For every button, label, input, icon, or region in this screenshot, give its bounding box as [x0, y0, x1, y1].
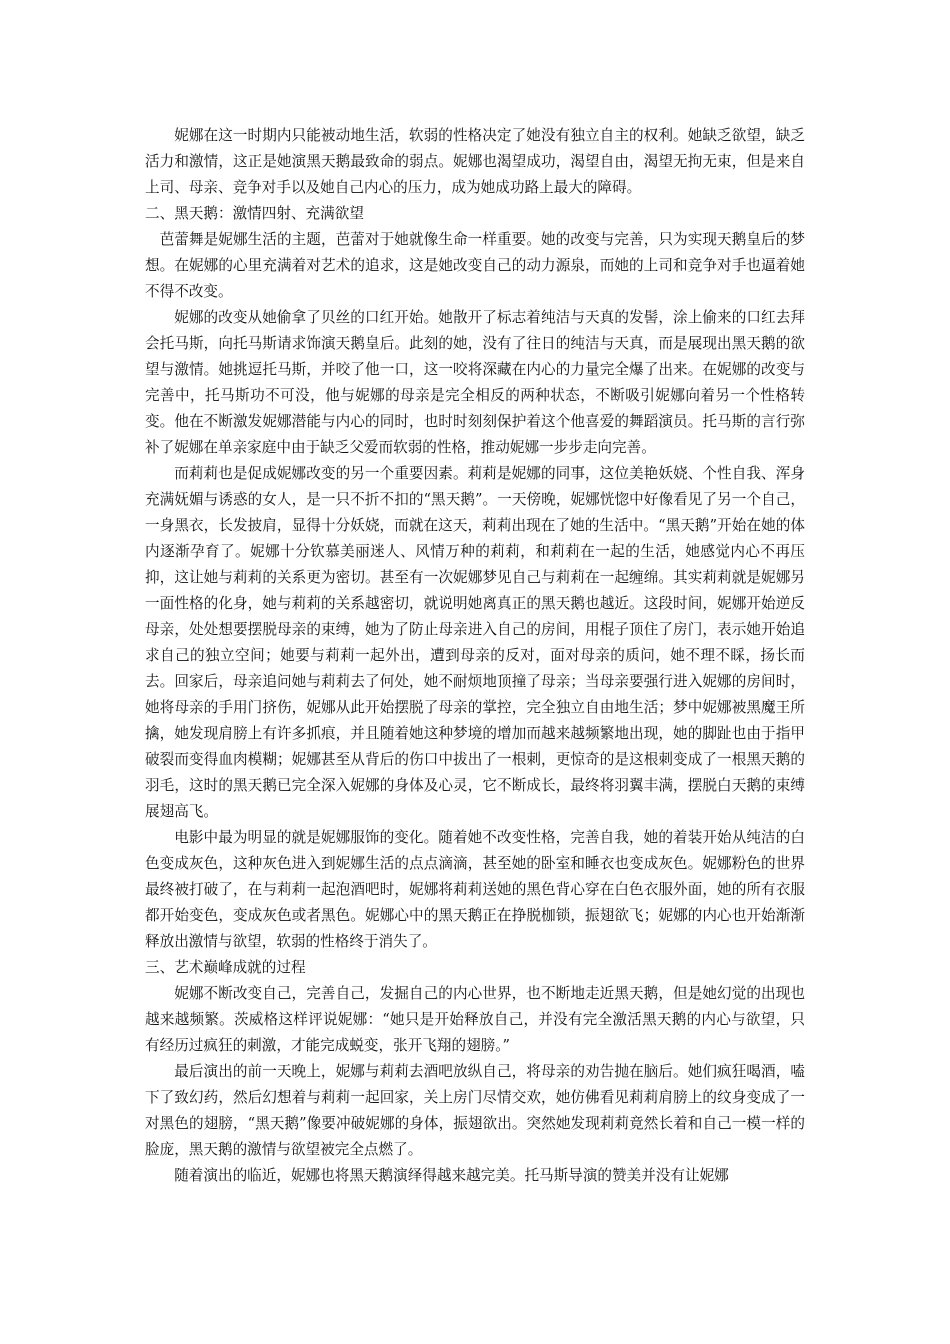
- section-heading: 三、艺术巅峰成就的过程: [145, 959, 306, 976]
- paragraph: 而莉莉也是促成妮娜改变的另一个重要因素。莉莉是妮娜的同事，这位美艳妖娆、个性自我、浑身充满妩媚与诱惑的女人，是一只不折不扣的“黑天鹅”。一天傍晚，妮娜恍惚中好像看见了另一个自己，一身黑衣，长发披肩，显得十分妖娆，而就在这天，莉莉出现在了她的生活中。“黑天鹅”开始在她的体内逐渐孕育了。妮娜十分钦慕美丽迷人、风情万种的莉莉，和莉莉在一起的生活，她感觉内心不再压抑，这让她与莉莉的关系更为密切。甚至有一次妮娜梦见自己与莉莉在一起缠绵。其实莉莉就是妮娜另一面性格的化身，她与莉莉的关系越密切，就说明她离真正的黑天鹅也越近。这段时间，妮娜开始逆反母亲，处处想要摆脱母亲的束缚，她为了防止母亲进入自己的房间，用棍子顶住了房门，表示她开始追求自己的独立空间；她要与莉莉一起外出，遭到母亲的反对，面对母亲的质问，她不理不睬，扬长而去。回家后，母亲追问她与莉莉去了何处，她不耐烦地顶撞了母亲；当母亲要强行进入妮娜的房间时，她将母亲的手用门挤伤，妮娜从此开始摆脱了母亲的掌控，完全独立自由地生活；梦中妮娜被黑魔王所擒，她发现肩膀上有许多抓痕，并且随着她这种梦境的增加而越来越频繁地出现，她的脚趾也由于指甲破裂而变得血肉模糊；妮娜甚至从背后的伤口中拔出了一根刺，更惊奇的是这根刺变成了一根黑天鹅的羽毛，这时的黑天鹅已完全深入妮娜的身体及心灵，它不断成长，最终将羽翼丰满，摆脱白天鹅的束缚展翅高飞。: [145, 465, 805, 820]
- paragraph: 妮娜的改变从她偷拿了贝丝的口红开始。她散开了标志着纯洁与天真的发髻，涂上偷来的口红去拜会托马斯，向托马斯请求饰演天鹅皇后。此刻的她，没有了往日的纯洁与天真，而是展现出黑天鹅的欲望与激情。她挑逗托马斯，并咬了他一口，这一咬将深藏在内心的力量完全爆了出来。在妮娜的改变与完善中，托马斯功不可没，他与妮娜的母亲是完全相反的两种状态，不断吸引妮娜向着另一个性格转变。他在不断激发妮娜潜能与内心的同时，也时时刻刻保护着这个他喜爱的舞蹈演员。托马斯的言行弥补了妮娜在单亲家庭中由于缺乏父爱而软弱的性格，推动妮娜一步步走向完善。: [145, 309, 805, 456]
- paragraph: 芭蕾舞是妮娜生活的主题，芭蕾对于她就像生命一样重要。她的改变与完善，只为实现天鹅皇后的梦想。在妮娜的心里充满着对艺术的追求，这是她改变自己的动力源泉，而她的上司和竞争对手也逼着她不得不改变。: [145, 231, 805, 300]
- document-body: [145, 123, 805, 1189]
- paragraph: 电影中最为明显的就是妮娜服饰的变化。随着她不改变性格，完善自我，她的着装开始从纯洁的白色变成灰色，这种灰色进入到妮娜生活的点点滴滴，甚至她的卧室和睡衣也变成灰色。妮娜粉色的世界最终被打破了，在与莉莉一起泡酒吧时，妮娜将莉莉送她的黑色背心穿在白色衣服外面，她的所有衣服都开始变色，变成灰色或者黑色。妮娜心中的黑天鹅正在挣脱枷锁，振翅欲飞；妮娜的内心也开始渐渐释放出激情与欲望，软弱的性格终于消失了。: [145, 829, 805, 950]
- section-heading: 二、黑天鹅：激情四射、充满欲望: [145, 205, 364, 222]
- paragraph: 随着演出的临近，妮娜也将黑天鹅演绎得越来越完美。托马斯导演的赞美并没有让妮娜: [174, 1167, 729, 1184]
- paragraph: 妮娜不断改变自己，完善自己，发掘自己的内心世界，也不断地走近黑天鹅，但是她幻觉的出现也越来越频繁。茨威格这样评说妮娜：“她只是开始释放自己，并没有完全激活黑天鹅的内心与欲望，只有经历过疯狂的刺激，才能完成蜕变，张开飞翔的翅膀。”: [145, 985, 805, 1054]
- paragraph: 妮娜在这一时期内只能被动地生活，软弱的性格决定了她没有独立自主的权利。她缺乏欲望，缺乏活力和激情，这正是她演黑天鹅最致命的弱点。妮娜也渴望成功，渴望自由，渴望无拘无束，但是来自上司、母亲、竞争对手以及她自己内心的压力，成为她成功路上最大的障碍。: [145, 127, 805, 196]
- paragraph: 最后演出的前一天晚上，妮娜与莉莉去酒吧放纵自己，将母亲的劝告抛在脑后。她们疯狂喝酒，嗑下了致幻药，然后幻想着与莉莉一起回家，关上房门尽情交欢，她仿佛看见莉莉肩膀上的纹身变成了一对黑色的翅膀，“黑天鹅”像要冲破妮娜的身体，振翅欲出。突然她发现莉莉竟然长着和自己一模一样的脸庞，黑天鹅的激情与欲望被完全点燃了。: [145, 1063, 805, 1158]
